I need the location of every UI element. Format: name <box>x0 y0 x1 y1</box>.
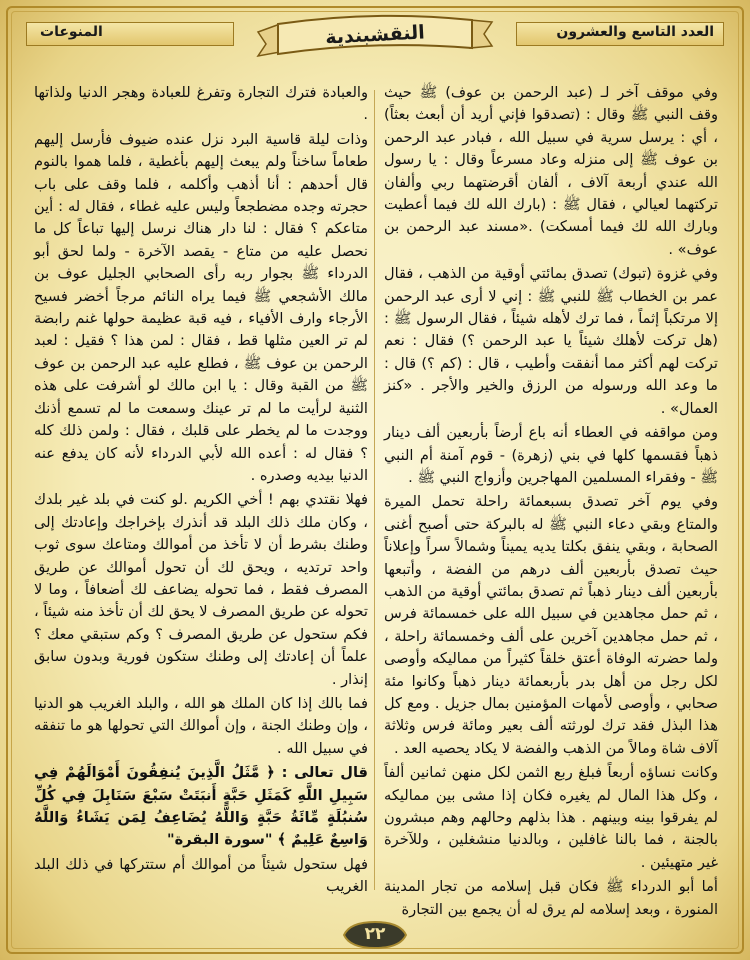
paragraph: أما أبو الدرداء ﷺ فكان قبل إسلامه من تجار المدينة المنورة ، وبعد إسلامه لم يرق له أن يجمع بين التجارة <box>384 878 718 918</box>
page-number: ٢٢ <box>364 924 386 944</box>
paragraph: وكانت نساؤه أربعاً فبلغ ربع الثمن لكل منهن ثمانين ألفاً ، وكل هذا المال لم يغيره فكان إذا مشى بين مماليكه لم يفرقوا بينه وبينهم . هذا بذلهم وحالهم وهم مبشرون بالجنة ، فما بالنا غافلين ، وبالدنيا منشغلين ، وللآخرة غير متهيئين . <box>384 764 718 871</box>
ribbon-title: النقشبندية <box>324 21 426 49</box>
issue-title: العدد التاسع والعشرون <box>556 24 714 40</box>
paragraph: والعبادة فترك التجارة وتفرغ للعبادة وهجر الدنيا ولذاتها . <box>34 84 368 124</box>
paragraph: وفي موقف آخر لـ (عبد الرحمن بن عوف) ﷺ حيث وقف النبي ﷺ وقال : (تصدقوا فإني أريد أن أبعث بعثاً) ، أي : يرسل سرية في سبيل الله ، فبادر عبد الرحمن بن عوف ﷺ إلى منزله وعاد مسرعاً وقال : يا رسول الله عندي أربعة آلاف ، ألفان أقرضتهما ربي وألفان تركتهما لعيالي ، فقال ﷺ : (بارك الله لك فيما أعطيت وبارك الله لك فيما أمسكت) .«مسند عبد الرحمن بن عوف» . <box>384 84 718 258</box>
paragraph: وفي غزوة (تبوك) تصدق بمائتي أوقية من الذهب ، فقال عمر بن الخطاب ﷺ للنبي ﷺ : إني لا أرى عبد الرحمن إلا مرتكباً إثماً ، فما ترك لأهله شيئاً ، فقال الرسول ﷺ : (هل تركت لأهلك شيئاً يا عبد الرحمن ؟) فقال : نعم تركت لهم أكثر مما أنفقت وأطيب ، قال : (كم ؟) قال : ما وعد الله ورسوله من الرزق والخير والأجر . «كنز العمال» . <box>384 265 718 417</box>
section-title: المنوعات <box>40 24 103 40</box>
paragraph: وذات ليلة قاسية البرد نزل عنده ضيوف فأرسل إليهم طعاماً ساخناً ولم يبعث إليهم بأغطية ، فلما هموا بالنوم قال أحدهم : أنا أذهب وأكلمه ، فلما وقف على باب حجرته وجده مضطجعاً وليس عليه غطاء ، فقال له : أين متاعكم ؟ فقال : لنا دار هناك نرسل إليها تباعاً كل ما نحصل عليه من متاع - يقصد الآخرة - ولما لحق أبو الدرداء ﷺ بجوار ربه رأى الصحابي الجليل عوف بن مالك الأشجعي ﷺ فيما يراه النائم مرجاً أخضر فسيح الأرجاء وارف الأفياء ، فيه قبة عظيمة حولها غنم رابضة لم تر العين مثلها قط ، فقال : لمن هذا ؟ فقيل : لعبد الرحمن بن عوف ﷺ ، فطلع عليه عبد الرحمن بن عوف ﷺ من القبة وقال : يا ابن مالك لو أشرفت على هذه الثنية لرأيت ما لم تر عينك وسمعت ما لم تسمع أذنك ووجدت ما لم يخطر على قلبك ، فقال : ولمن ذلك كله ؟ فقال له : أعده الله لأبي الدرداء لأنه كان يدفع عنه الدنيا بيديه وصدره . <box>34 130 368 484</box>
paragraph: وفي يوم آخر تصدق بسبعمائة راحلة تحمل الميرة والمتاع وبقي دعاء النبي ﷺ له بالبركة حتى أصبح أغنى الصحابة ، وبقي ينفق بكلتا يديه يميناً وشمالاً سراً وإعلاناً حيث تصدق بأربعين ألف درهم من الفضة ، وأتبعها بأربعين ألف دينار ذهباً ثم تصدق بمائتي أوقية من الذهب ، ثم حمل مجاهدين في سبيل الله على خمسمائة فرس ، ثم حمل مجاهدين آخرين على ألف وخمسمائة راحلة ، ولما حضرته الوفاة أعتق خلقاً كثيراً من مماليكه وأوصى لكل رجل من أهل بدر بأربعمائة دينار ذهباً وكانوا مئة صحابي ، وأوصى لأمهات المؤمنين بمال جزيل . ومع كل هذا البذل فقد ترك لورثته ألف بعير ومائة فرس وثلاثة آلاف شاة ومالاً من الذهب والفضة لا يكاد يحصيه العد . <box>384 493 718 757</box>
right-column <box>384 82 718 918</box>
paragraph: فهلا نقتدي بهم ! أخي الكريم .لو كنت في بلد غير بلدك ، وكان ملك ذلك البلد قد أنذرك بإخراجك وإعادتك إلى وطنك بشرط أن لا تأخذ من أموالك ومتاعك سوى ثوب واحد ترتديه ، ويحق لك أن تحول أموالك عن طريق المصرف فقط ، فما تحوله يضاعف لك أضعافاً ، وما لا تحوله عن طريق المصرف لا يحق لك أن تأخذ منه شيئاً ، فكم ستحول عن طريق المصرف ؟ وكم ستبقي معك ؟ علماً أن إعادتك إلى وطنك ستكون فورية وبدون سابق إنذار . <box>34 491 368 688</box>
paragraph: فهل ستحول شيئاً من أموالك أم ستتركها في ذلك البلد الغريب <box>34 855 368 896</box>
column-divider <box>374 90 375 890</box>
paragraph: ومن مواقفه في العطاء أنه باع أرضاً بأربعين ألف دينار ذهباً فقسمها كلها في بني (زهرة) - قوم آمنة أم النبي ﷺ - وفقراء المسلمين المهاجرين وأزواج النبي ﷺ . <box>384 424 718 486</box>
paragraph: فما بالك إذا كان الملك هو الله ، والبلد الغريب هو الدنيا ، وإن وطنك الجنة ، وإن أموالك التي تحولها هو ما تنفقه في سبيل الله . <box>34 694 368 757</box>
quran-verse: قال تعالى : ﴿ مَّثَلُ الَّذِينَ يُنفِقُونَ أَمْوَالَهُمْ فِي سَبِيلِ اللَّهِ كَمَثَلِ حَبَّةٍ أَنبَتَتْ سَبْعَ سَنَابِلَ فِي كُلِّ سُنبُلَةٍ مِّائَةُ حَبَّةٍ وَاللَّهُ يُضَاعِفُ لِمَن يَشَاءُ وَاللَّهُ وَاسِعٌ عَلِيمٌ ﴾ "سورة البقرة" <box>34 764 368 849</box>
left-column <box>34 82 368 902</box>
